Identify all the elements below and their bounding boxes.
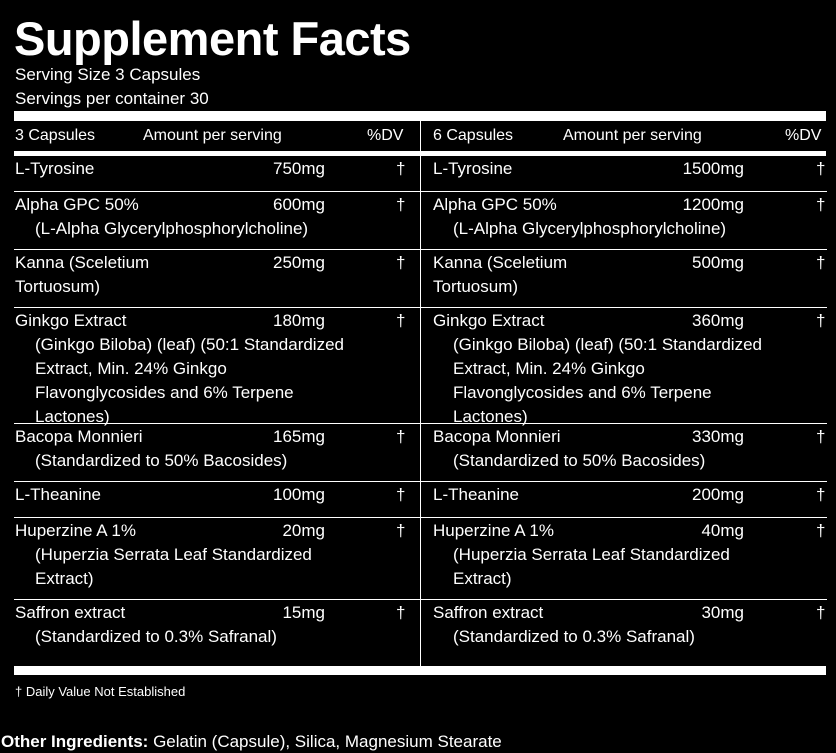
ingredient-dv: †: [396, 485, 406, 504]
header-dv: %DV: [367, 127, 404, 144]
ingredient-row: [14, 191, 420, 250]
ingredient-row: [14, 156, 420, 191]
ingredient-dv: †: [396, 603, 406, 622]
ingredient-name: Alpha GPC 50%: [433, 195, 557, 214]
ingredient-detail: (L-Alpha Glycerylphosphorylcholine): [35, 219, 309, 238]
ingredient-detail: Extract, Min. 24% Ginkgo: [35, 359, 227, 378]
ingredient-detail: Lactones): [453, 407, 528, 426]
ingredient-name: Kanna (Sceletium: [433, 253, 568, 272]
ingredient-amount: 15mg: [282, 603, 325, 622]
ingredient-dv: †: [816, 427, 826, 446]
ingredient-row: [421, 249, 827, 308]
ingredient-name: Saffron extract: [15, 603, 126, 622]
ingredient-dv: †: [396, 427, 406, 446]
footnote: † Daily Value Not Established: [15, 684, 186, 699]
header-capsules: 3 Capsules: [15, 127, 96, 144]
ingredient-detail: Flavonglycosides and 6% Terpene: [35, 383, 294, 402]
ingredient-name: Huperzine A 1%: [15, 521, 136, 540]
ingredient-amount: 750mg: [273, 159, 325, 178]
ingredient-amount: 100mg: [273, 485, 325, 504]
ingredient-row: [421, 307, 827, 424]
other-ingredients-text: Gelatin (Capsule), Silica, Magnesium Stearate: [148, 732, 502, 751]
ingredient-dv: †: [396, 253, 406, 272]
ingredient-dv: †: [396, 195, 406, 214]
ingredient-row: [421, 481, 827, 518]
ingredient-detail: Extract): [35, 569, 94, 588]
ingredient-row: [14, 517, 420, 600]
column-6-capsules: [420, 121, 827, 666]
ingredient-detail: Flavonglycosides and 6% Terpene: [453, 383, 712, 402]
ingredient-name: Alpha GPC 50%: [15, 195, 139, 214]
ingredient-amount: 200mg: [692, 485, 744, 504]
column-3-capsules: [14, 121, 420, 666]
ingredient-dv: †: [816, 159, 826, 178]
column-header: [421, 121, 827, 151]
ingredient-name: L-Theanine: [15, 485, 102, 504]
ingredient-amount: 180mg: [273, 311, 325, 330]
ingredient-row: [14, 307, 420, 424]
ingredient-detail: (Ginkgo Biloba) (leaf) (50:1 Standardized: [35, 335, 344, 354]
ingredient-dv: †: [396, 159, 406, 178]
ingredient-amount: 250mg: [273, 253, 325, 272]
ingredient-row: [421, 517, 827, 600]
ingredient-dv: †: [816, 485, 826, 504]
ingredient-amount: 165mg: [273, 427, 325, 446]
ingredient-amount: 1500mg: [682, 159, 744, 178]
ingredient-dv: †: [816, 521, 826, 540]
ingredient-name: Bacopa Monnieri: [15, 427, 143, 446]
header-amount: Amount per serving: [143, 127, 282, 144]
ingredient-dv: †: [816, 603, 826, 622]
ingredient-name: L-Tyrosine: [433, 159, 513, 178]
ingredient-row: [14, 481, 420, 518]
thick-divider-bottom: [14, 666, 826, 675]
ingredient-detail: (Standardized to 50% Bacosides): [453, 451, 706, 470]
ingredient-name: Saffron extract: [433, 603, 544, 622]
other-ingredients: [1, 731, 502, 753]
ingredient-amount: 360mg: [692, 311, 744, 330]
ingredient-detail: (Huperzia Serrata Leaf Standardized: [35, 545, 312, 564]
ingredient-name: Bacopa Monnieri: [433, 427, 561, 446]
thick-divider-top: [14, 111, 826, 121]
ingredient-name: L-Tyrosine: [15, 159, 95, 178]
ingredient-name: L-Theanine: [433, 485, 520, 504]
ingredient-detail: Lactones): [35, 407, 110, 426]
header-dv: %DV: [785, 127, 822, 144]
servings-per-container: Servings per container 30: [15, 89, 209, 108]
ingredient-detail: Extract, Min. 24% Ginkgo: [453, 359, 645, 378]
header-amount: Amount per serving: [563, 127, 702, 144]
ingredient-dv: †: [816, 311, 826, 330]
ingredient-amount: 30mg: [701, 603, 744, 622]
ingredient-amount: 330mg: [692, 427, 744, 446]
ingredient-row: [14, 599, 420, 657]
ingredient-row: [14, 249, 420, 308]
ingredient-name: Ginkgo Extract: [433, 311, 545, 330]
ingredient-amount: 1200mg: [682, 195, 744, 214]
ingredient-name: Kanna (Sceletium: [15, 253, 150, 272]
ingredient-row: [14, 423, 420, 482]
ingredient-amount: 20mg: [282, 521, 325, 540]
ingredient-detail: (Standardized to 50% Bacosides): [35, 451, 288, 470]
ingredient-dv: †: [816, 195, 826, 214]
other-ingredients-label: Other Ingredients:: [1, 732, 149, 751]
ingredient-row: [421, 156, 827, 191]
ingredient-dv: †: [816, 253, 826, 272]
serving-size: Serving Size 3 Capsules: [15, 65, 201, 84]
ingredient-amount: 600mg: [273, 195, 325, 214]
header-capsules: 6 Capsules: [433, 127, 514, 144]
ingredient-name: Huperzine A 1%: [433, 521, 554, 540]
ingredient-dv: †: [396, 311, 406, 330]
ingredient-detail: Extract): [453, 569, 512, 588]
ingredient-amount: 500mg: [692, 253, 744, 272]
ingredient-detail: (L-Alpha Glycerylphosphorylcholine): [453, 219, 727, 238]
ingredient-dv: †: [396, 521, 406, 540]
ingredient-name-continued: Tortuosum): [433, 277, 519, 296]
ingredient-row: [421, 599, 827, 657]
column-header: [14, 121, 420, 151]
ingredient-amount: 40mg: [701, 521, 744, 540]
ingredient-row: [421, 423, 827, 482]
ingredient-name-continued: Tortuosum): [15, 277, 101, 296]
ingredient-name: Ginkgo Extract: [15, 311, 127, 330]
ingredient-row: [421, 191, 827, 250]
ingredient-detail: (Huperzia Serrata Leaf Standardized: [453, 545, 730, 564]
ingredient-detail: (Ginkgo Biloba) (leaf) (50:1 Standardized: [453, 335, 762, 354]
ingredient-detail: (Standardized to 0.3% Safranal): [35, 627, 277, 646]
header-divider: [14, 151, 826, 156]
panel-title: Supplement Facts: [14, 12, 411, 65]
ingredient-detail: (Standardized to 0.3% Safranal): [453, 627, 695, 646]
